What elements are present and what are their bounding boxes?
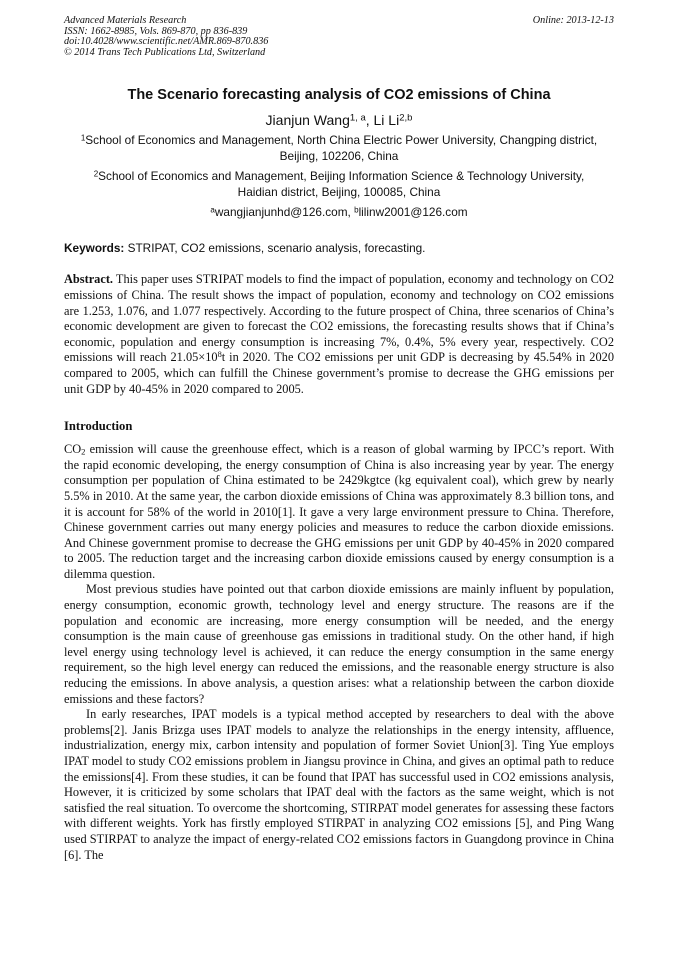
intro-paragraph-1-text: emission will cause the greenhouse effect, which is a reason of global warming by IPCC’s report. With the rapid economic developing, the energy consumption of China is also increasing year by year. The energy consumption per population of China estimated to be 2429kgtce (kg equivalent coal), which grew by nearly 5.5% in 2010. At the same year, the carbon dioxide emissions of China was approximately 8.3 billion tons, and it is account for 58% of the world in 2010[1]. It gave a very large environment pressure to China. Therefore, Chinese government carries out many energy policies and measures to reduce the carbon dioxide emissions. And Chinese government promise to decrease the GHG emissions per unit GDP by 40-45% in 2020 compared to 2005. The reduction target and the increasing carbon dioxide emissions caused by energy consumption is a dilemma question. xyxy=(64,442,614,581)
author-1-affiliation-mark: 1, a xyxy=(349,113,366,125)
email-a[interactable]: wangjianjunhd@126.com xyxy=(214,205,348,220)
abstract-exponent: 8 xyxy=(217,350,222,360)
paper-page xyxy=(64,16,614,863)
intro-paragraph-1 xyxy=(64,442,614,582)
email-line xyxy=(64,205,614,219)
issn-line: ISSN: 1662-8985, Vols. 869-870, pp 836-839 xyxy=(64,25,248,37)
copyright-line: © 2014 Trans Tech Publications Ltd, Switzerland xyxy=(64,46,266,58)
author-line xyxy=(64,112,614,128)
keywords xyxy=(64,241,614,255)
abstract-text-1: This paper uses STRIPAT models to find the impact of population, economy and technology on CO2 emissions of China. The result shows the impact of population, economy and technology on CO2 emissions are 1.253, 1.076, and 1.077 respectively. According to the future prospect of China, three scenarios of China’s economic development are given to forecast the CO2 emissions, the forecasting results shows that if China’s economic, population and energy consumption is increasing 7%, 0.4%, 5% every year, respectively. CO2 emissions will reach 21.05×10 xyxy=(64,272,614,365)
abstract xyxy=(64,272,614,397)
email-separator: , xyxy=(347,205,355,220)
online-date: Online: 2013-12-13 xyxy=(532,15,614,26)
doi-line: doi:10.4028/www.scientific.net/AMR.869-870.836 xyxy=(64,36,269,48)
affiliation-2 xyxy=(64,169,614,200)
email-b-mark: b xyxy=(354,205,359,215)
co2-formula: CO xyxy=(64,442,82,457)
intro-paragraph-3: In early researches, IPAT models is a typical method accepted by researchers to deal with the above problems[2]. Janis Brizga uses IPAT models to analyze the relationships in the energy intensity, affluence, industrialization, energy mix, carbon intensity and population of former Soviet Union[3]. Ting Yue employs IPAT model to study CO2 emissions problem in Jiangsu province in China, and gives an optimal path to reduce the emissions[4]. From these studies, it can be found that IPAT has successful used in CO2 emissions analysis, However, it is criticized by some scholars that IPAT deal with the factors as the same weight, which is not satisfied the real situation. To overcome the shortcoming, STIRPAT model generates for assessing these factors with different weights. York has firstly employed STIRPAT in analyzing CO2 emissions [5], and Ping Wang used STIRPAT to analyze the impact of energy-related CO2 emissions factors in Guangdong province in China [6]. The xyxy=(64,707,614,862)
email-b[interactable]: lilinw2001@126.com xyxy=(358,205,468,220)
journal-name: Advanced Materials Research xyxy=(64,15,187,26)
author-2-affiliation-mark: 2,b xyxy=(399,113,413,125)
abstract-text-2: t in 2020. The CO2 emissions per unit GDP is decreasing by 45.54% in 2020 compared to 2005, which can fulfill the Chinese government’s promise to decrease the GHG emissions per unit GDP by 40-45% in 2020 compared to 2005. xyxy=(64,350,614,396)
journal-header xyxy=(64,16,614,58)
author-1-name: Jianjun Wang xyxy=(265,112,350,129)
affiliation-2-line-1: School of Economics and Management, Beijing Information Science & Technology University, xyxy=(98,169,585,184)
section-heading-introduction: Introduction xyxy=(64,419,133,434)
keywords-label: Keywords: xyxy=(64,241,125,256)
intro-paragraph-2: Most previous studies have pointed out that carbon dioxide emissions are mainly influent by population, energy consumption, economic growth, technology level and energy structure. The reasons are if the population and economic are increasing, more energy consumption will be needed, and the energy consumption is the main cause of greenhouse gas emissions in traditional study. On the other hand, if high level energy using technology level is achieved, it can reduce the energy consumption in the same energy requirement, so the high level energy can reduced the emissions, and the reasonable energy structure is also reducing the emissions. In above analysis, a question arises: what a relationship between the carbon dioxide emissions and these factors? xyxy=(64,582,614,706)
affiliation-2-line-2: Haidian district, Beijing, 100085, China xyxy=(237,184,441,199)
paper-title: The Scenario forecasting analysis of CO2 emissions of China xyxy=(127,87,551,104)
affiliation-2-mark: 2 xyxy=(93,169,99,179)
affiliation-1 xyxy=(64,133,614,164)
author-2-name: Li Li xyxy=(373,112,400,129)
affiliation-1-text: School of Economics and Management, North China Electric Power University, Changping district, Beijing, 102206, China xyxy=(85,133,598,163)
abstract-label: Abstract. xyxy=(64,272,114,287)
affiliation-1-mark: 1 xyxy=(80,133,86,143)
co2-subscript: 2 xyxy=(81,446,86,457)
keywords-text: STRIPAT, CO2 emissions, scenario analysis, forecasting. xyxy=(127,241,426,256)
author-separator: , xyxy=(365,112,374,129)
email-a-mark: a xyxy=(210,205,215,215)
